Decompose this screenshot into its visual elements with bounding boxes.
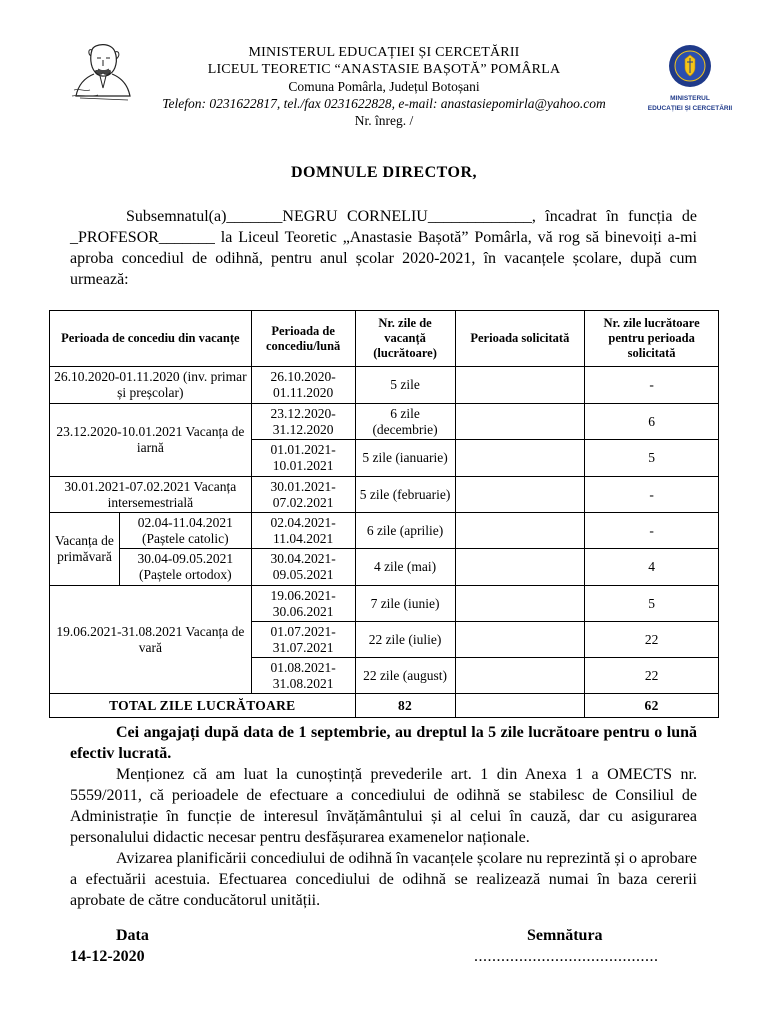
vacation-days-cell: 22 zile (august) xyxy=(355,658,455,694)
signature-label: Semnătura xyxy=(527,927,603,944)
approval-paragraph: Avizarea planificării concediului de odihnă în vacanțele școlare nu reprezintă și o aprobare a efectuării acestuia. Efectuarea concediului de odihnă se realizează numai în baza cererii aprobate de către conducătorul unității. xyxy=(70,850,697,909)
school-address: Comuna Pomârla, Județul Botoșani xyxy=(288,79,480,94)
intro-paragraph: Subsemnatul(a)_______NEGRU CORNELIU_____________, încadrat în funcția de _PROFESOR_______ la Liceul Teoretic „Anastasie Bașotă” Pomârla, vă rog să binevoiți a-mi aproba concediul de odihnă, pentru anul școlar 2020-2021, în vacanțele școlare, după cum urmează: xyxy=(70,208,697,288)
table-row xyxy=(50,513,719,549)
month-period-cell: 23.12.2020-31.12.2020 xyxy=(251,404,355,440)
month-period-cell: 30.01.2021-07.02.2021 xyxy=(251,477,355,513)
requested-days-cell: 22 xyxy=(585,622,719,658)
requested-period-cell[interactable] xyxy=(455,367,585,404)
requested-period-cell[interactable] xyxy=(455,404,585,440)
vacation-period-cell: 26.10.2020-01.11.2020 (inv. primar și preșcolar) xyxy=(50,367,252,404)
month-period-cell: 02.04.2021-11.04.2021 xyxy=(251,513,355,549)
table-row xyxy=(50,404,719,440)
month-period-cell: 30.04.2021-09.05.2021 xyxy=(251,549,355,586)
acknowledgement-paragraph: Menționez că am luat la cunoștință prevederile art. 1 din Anexa 1 a OMECTS nr. 5559/2011, că perioadele de efectuare a concediului de odihnă se stabilesc de Consiliul de Administrație în funcție de interesul învățământului și al celui în cauză, dar cu asigurarea personalului didactic necesar pentru desfășurarea examenelor naționale. xyxy=(70,766,697,846)
eligibility-note: Cei angajați după data de 1 septembrie, au dreptul la 5 zile lucrătoare pentru o lună efectiv lucrată. xyxy=(70,724,697,762)
school-contact: Telefon: 0231622817, tel./fax 0231622828, e-mail: anastasiepomirla@yahoo.com xyxy=(162,96,606,111)
vacation-days-cell: 5 zile xyxy=(355,367,455,404)
emblem-caption-line2: EDUCAȚIEI ȘI CERCETĂRII xyxy=(647,105,733,112)
signature-line[interactable]: ......................................... xyxy=(474,948,659,965)
conditions-section xyxy=(70,722,697,911)
government-seal-icon xyxy=(668,44,712,88)
requested-period-cell[interactable] xyxy=(455,586,585,622)
requested-period-cell[interactable] xyxy=(455,477,585,513)
month-period-cell: 01.08.2021-31.08.2021 xyxy=(251,658,355,694)
ministry-emblem xyxy=(645,44,735,114)
date-value: 14-12-2020 xyxy=(70,948,145,965)
requested-days-cell: 4 xyxy=(585,549,719,586)
requested-days-cell: 5 xyxy=(585,586,719,622)
requested-days-cell: 5 xyxy=(585,440,719,477)
requested-period-cell[interactable] xyxy=(455,622,585,658)
vacation-subperiod-cell: 30.04-09.05.2021 (Paștele ortodox) xyxy=(119,549,251,586)
table-row xyxy=(50,586,719,622)
request-intro xyxy=(70,206,697,290)
spring-vacation-cell: Vacanța de primăvară xyxy=(50,513,120,586)
table-header-row xyxy=(50,311,719,367)
vacation-days-cell: 6 zile (decembrie) xyxy=(355,404,455,440)
document-title: DOMNULE DIRECTOR, xyxy=(291,164,477,181)
month-period-cell: 01.01.2021-10.01.2021 xyxy=(251,440,355,477)
vacation-days-cell: 22 zile (iulie) xyxy=(355,622,455,658)
month-period-cell: 26.10.2020-01.11.2020 xyxy=(251,367,355,404)
month-period-cell: 01.07.2021-31.07.2021 xyxy=(251,622,355,658)
date-label: Data xyxy=(116,927,149,944)
school-name: LICEUL TEORETIC “ANASTASIE BAȘOTĂ” POMÂRLA xyxy=(207,62,561,77)
total-label: TOTAL ZILE LUCRĂTOARE xyxy=(50,694,356,718)
requested-days-cell: - xyxy=(585,477,719,513)
vacation-subperiod-cell: 02.04-11.04.2021 (Paștele catolic) xyxy=(119,513,251,549)
total-vacation-days: 82 xyxy=(355,694,455,718)
requested-days-cell: 22 xyxy=(585,658,719,694)
total-requested-days: 62 xyxy=(585,694,719,718)
vacation-days-cell: 4 zile (mai) xyxy=(355,549,455,586)
vacation-days-cell: 7 zile (iunie) xyxy=(355,586,455,622)
registration-number: Nr. înreg. / xyxy=(354,113,414,128)
month-period-cell: 19.06.2021-30.06.2021 xyxy=(251,586,355,622)
requested-period-cell[interactable] xyxy=(455,658,585,694)
requested-days-cell: 6 xyxy=(585,404,719,440)
vacation-days-cell: 5 zile (ianuarie) xyxy=(355,440,455,477)
vacation-period-cell: 19.06.2021-31.08.2021 Vacanța de vară xyxy=(50,586,252,694)
requested-days-cell: - xyxy=(585,367,719,404)
vacation-days-cell: 5 zile (februarie) xyxy=(355,477,455,513)
total-row xyxy=(50,694,719,718)
header-vacation-days: Nr. zile de vacanță (lucrătoare) xyxy=(355,311,455,367)
emblem-caption-line1: MINISTERUL xyxy=(670,95,710,102)
requested-period-cell[interactable] xyxy=(455,549,585,586)
requested-period-cell[interactable] xyxy=(455,440,585,477)
vacation-period-cell: 23.12.2020-10.01.2021 Vacanța de iarnă xyxy=(50,404,252,477)
header-vacation-period: Perioada de concediu din vacanțe xyxy=(50,311,252,367)
ministry-name: MINISTERUL EDUCAȚIEI ȘI CERCETĂRII xyxy=(248,45,520,60)
header-requested-period: Perioada solicitată xyxy=(455,311,585,367)
table-row xyxy=(50,367,719,404)
table-row xyxy=(50,477,719,513)
requested-days-cell: - xyxy=(585,513,719,549)
vacation-days-cell: 6 zile (aprilie) xyxy=(355,513,455,549)
requested-period-cell[interactable] xyxy=(455,513,585,549)
vacation-period-cell: 30.01.2021-07.02.2021 Vacanța intersemestrială xyxy=(50,477,252,513)
header-month-period: Perioada de concediu/lună xyxy=(251,311,355,367)
header-requested-days: Nr. zile lucrătoare pentru perioada solicitată xyxy=(585,311,719,367)
total-requested-period xyxy=(455,694,585,718)
table-row xyxy=(50,549,719,586)
leave-schedule-table xyxy=(49,310,719,718)
